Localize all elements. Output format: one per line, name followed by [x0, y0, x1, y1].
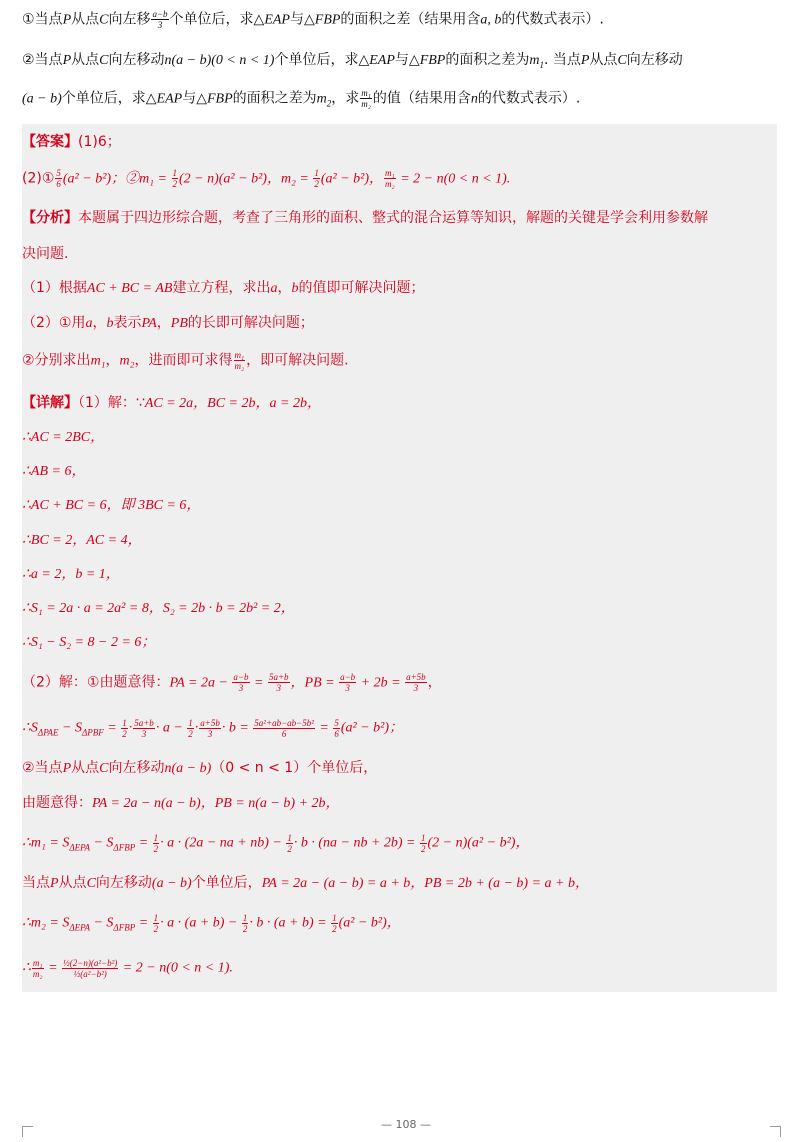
fraction: $\frac{a-b}{3}$	[233, 672, 249, 693]
question-part-1: ①当点P从点C向左移 $\frac{a-b}{3}$ 个单位后，求△EAP与△FBP的面积之差（结果用含a, b的代数式表示）.	[22, 9, 604, 30]
page-number: — 108 —	[381, 1118, 431, 1131]
analysis-line-1: 【分析】本题属于四边形综合题，考查了三角形的面积、整式的混合运算等知识，解题的关键是学会利用参数解	[22, 210, 708, 226]
detail-step-1: 【详解】（1）解：∵AC = 2a，BC = 2b，a = 2b，	[22, 395, 321, 411]
fraction: $\frac{1}{2}$	[421, 833, 426, 854]
fraction: $\frac{1}{2}$	[188, 718, 193, 739]
detail-step-6: ∴a = 2，b = 1，	[22, 567, 120, 582]
fraction: $\frac{1}{2}$	[314, 168, 319, 189]
fraction: $\frac{1}{2}$	[242, 913, 248, 934]
fraction: $\frac{\text{m₁}}{\text{m₂}}$	[361, 88, 371, 109]
detail-step-7: ∴S₁ = 2a · a = 2a² = 8，S₂ = 2b · b = 2b² = 2，	[22, 601, 295, 616]
fraction: $\frac{a+5b}{3}$	[406, 672, 426, 693]
question-part-2: ②当点P从点C向左移动n(a − b)(0 < n < 1)个单位后，求△EAP与△FBP的面积之差为$m_1$. 当点P从点C向左移动	[22, 52, 683, 70]
detail-step-14: 当点P从点C向左移动(a − b)个单位后，PA = 2a − (a − b) = a + b，PB = 2b + (a − b) = a + b，	[22, 875, 589, 891]
fraction: $\frac{1}{2}$	[172, 168, 177, 189]
detail-step-12: 由题意得：PA = 2a − n(a − b)，PB = n(a − b) + 2b，	[22, 795, 340, 811]
fraction: $\frac{\text{m₁}}{\text{m₂}}$	[385, 168, 395, 189]
detail-step-13: ∴m₁ = $S_{\Delta EPA} - S_{\Delta FBP}$ = $\frac{1}{2}$ · a · (2a − na + nb) − $\frac{1}{2}$ · b · (na − nb + 2b) = $\frac{1}{2}$ (2 − n)(a² − b²)，	[22, 833, 530, 854]
analysis-point-1: （1）根据AC + BC = AB建立方程，求出a，b的值即可解决问题；	[22, 280, 425, 296]
analysis-point-3: ②分别求出m₁，m₂，进而即可求得 $\frac{\text{m₁}}{\text{m₂}}$ ，即可解决问题.	[22, 350, 349, 371]
detail-step-16: ∴ $\frac{\text{m₁}}{\text{m₂}}$ = $\frac{\text{½(2−n)(a²−b²)}}{\text{½(a²−b²)}}$ = 2 − n(0 < n < 1).	[22, 958, 233, 979]
fraction: $\frac{\text{m₁}}{\text{m₂}}$	[234, 350, 245, 371]
detail-step-2: ∴AC = 2BC，	[22, 430, 105, 445]
fraction: $\frac{1}{2}$	[287, 833, 292, 854]
fraction: $\frac{\text{5a²+ab−ab−5b²}}{6}$	[254, 718, 314, 739]
detail-step-3: ∴AB = 6，	[22, 464, 86, 479]
fraction: $\frac{5a+b}{3}$	[268, 672, 289, 693]
solution-panel	[22, 124, 777, 992]
fraction: $\frac{1}{2}$	[153, 913, 159, 934]
analysis-line-2: 决问题.	[22, 246, 69, 262]
analysis-point-2: （2）①用a，b表示PA，PB的长即可解决问题；	[22, 315, 314, 331]
fraction: $\frac{a+5b}{3}$	[200, 718, 220, 739]
fraction: $\frac{a-b}{3}$	[152, 9, 168, 30]
detail-step-5: ∴BC = 2，AC = 4，	[22, 533, 142, 548]
detail-step-4: ∴AC + BC = 6，即 3BC = 6，	[22, 498, 201, 513]
question-part-2-cont: (a − b)个单位后，求△EAP与△FBP的面积之差为$m_2$，求 $\frac{\text{m₁}}{\text{m₂}}$ 的值（结果用含n的代数式表示）.	[22, 88, 581, 109]
fraction: $\frac{\text{m₁}}{\text{m₂}}$	[32, 958, 43, 979]
fraction: $\frac{a-b}{3}$	[340, 672, 356, 693]
answer-label-line: 【答案】(1)6；	[22, 134, 121, 150]
fraction: $\frac{5}{6}$	[56, 168, 61, 189]
fraction: $\frac{1}{2}$	[122, 718, 127, 739]
detail-step-9: （2）解：①由题意得：PA = 2a − $\frac{a-b}{3}$ = $\frac{5a+b}{3}$ ，PB = $\frac{a-b}{3}$ + 2b = $\frac{a+5b}{3}$ ，	[22, 672, 442, 693]
detail-step-8: ∴S₁ − S₂ = 8 − 2 = 6；	[22, 635, 156, 650]
fraction: $\frac{5a+b}{3}$	[134, 718, 154, 739]
fraction: $\frac{1}{2}$	[153, 833, 159, 854]
fraction: $\frac{\text{½(2−n)(a²−b²)}}{\text{½(a²−b²)}}$	[63, 958, 118, 979]
detail-step-11: ②当点P从点C向左移动n(a − b)（0 < n < 1）个单位后，	[22, 760, 378, 776]
detail-step-10: $\therefore S_{\Delta PAE} - S_{\Delta PBF}$ = $\frac{1}{2}$ · $\frac{5a+b}{3}$ · a − $\frac{1}{2}$ · $\frac{a+5b}{3}$ · b = $\frac{\text{5a²+ab−ab−5b²}}{6}$ = $\frac{5}{6}$ (a² − b²)；	[22, 718, 404, 739]
answer-part-2: (2)① $\frac{5}{6}$ (a² − b²)；②m₁ = $\frac{1}{2}$ (2 − n)(a² − b²)，m₂ = $\frac{1}{2}$ (a² − b²)， $\frac{\text{m₁}}{\text{m₂}}$ = 2 − n(0 < n < 1).	[22, 168, 511, 189]
detail-step-15: ∴m₂ = $S_{\Delta EPA} - S_{\Delta FBP}$ = $\frac{1}{2}$ · a · (a + b) − $\frac{1}{2}$ · b · (a + b) = $\frac{1}{2}$ (a² − b²)，	[22, 913, 401, 934]
fraction: $\frac{5}{6}$	[334, 718, 339, 739]
fraction: $\frac{1}{2}$	[332, 913, 337, 934]
